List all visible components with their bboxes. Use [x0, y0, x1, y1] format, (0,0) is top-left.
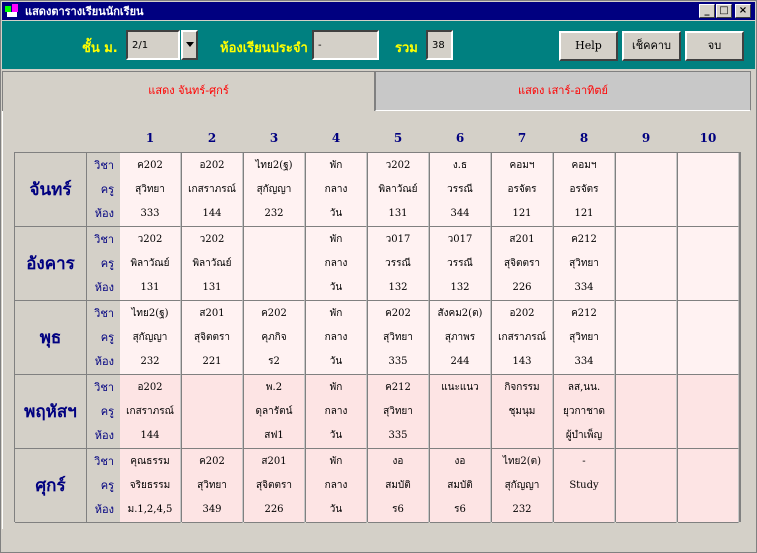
room-text: สฟ1 [264, 430, 284, 441]
room-text: วัน [329, 208, 343, 219]
schedule-cell[interactable] [430, 153, 491, 227]
maximize-button[interactable]: □ [716, 4, 732, 18]
room-text: วัน [329, 430, 343, 441]
subject-text: - [582, 456, 586, 467]
teacher-text: จริยธรรม [129, 480, 171, 491]
teacher-text: สุจิตตรา [194, 332, 230, 343]
row-label: วิชา [94, 455, 114, 468]
room-text: 131 [388, 208, 408, 219]
day-label: ศุกร์ [15, 449, 87, 523]
period-header: 1 [145, 131, 155, 145]
subject-text [678, 450, 738, 474]
room-text: 334 [574, 282, 594, 293]
room-text: ร6 [454, 504, 466, 515]
subject-text: ส201 [199, 308, 225, 319]
room-text: 232 [140, 356, 160, 367]
room-text: 344 [450, 208, 470, 219]
room-text [616, 424, 676, 448]
schedule-cell[interactable] [244, 449, 305, 523]
teacher-text: กลาง [324, 184, 348, 195]
teacher-text: Study [569, 480, 599, 491]
period-header: 4 [331, 131, 341, 145]
teacher-text [678, 474, 738, 498]
row-label: ครู [100, 183, 114, 196]
room-text: 226 [512, 282, 532, 293]
subject-text: งอ [454, 456, 466, 467]
room-text: วัน [329, 504, 343, 515]
room-text: 131 [202, 282, 222, 293]
room-text: 333 [140, 208, 160, 219]
schedule-cell[interactable] [678, 301, 739, 375]
schedule-cell[interactable] [306, 153, 367, 227]
schedule-cell[interactable] [120, 153, 181, 227]
title-bar[interactable] [2, 2, 755, 20]
schedule-cell[interactable] [616, 153, 677, 227]
row-label: ครู [100, 479, 114, 492]
schedule-cell[interactable] [120, 301, 181, 375]
subject-text: อ202 [137, 382, 163, 393]
subject-text: อ202 [509, 308, 535, 319]
row-labels [87, 375, 120, 449]
room-text [616, 498, 676, 522]
room-text: วัน [329, 282, 343, 293]
total-field: 38 [426, 30, 453, 60]
teacher-text: อรจัตร [569, 184, 599, 195]
teacher-text: สุจิตตรา [504, 258, 540, 269]
room-text: 132 [388, 282, 408, 293]
schedule-cell[interactable] [554, 227, 615, 301]
schedule-cell[interactable] [430, 301, 491, 375]
window-title: แสดงตารางเรียนนักเรียน [25, 5, 144, 18]
room-text: ม.1,2,4,5 [127, 504, 173, 515]
teacher-text: สมบัติ [447, 480, 473, 491]
teacher-text: เกสราภรณ์ [498, 332, 546, 343]
tab-weekdays[interactable]: แสดง จันทร์-ศุกร์ [2, 71, 375, 111]
schedule-cell[interactable] [430, 375, 491, 449]
teacher-text: พิลาวัณย์ [130, 258, 170, 269]
subject-text: ไทย2(ฐ) [255, 160, 293, 171]
subject-text: ไทย2(ฐ) [131, 308, 169, 319]
row-label: ห้อง [94, 503, 114, 516]
teacher-text: เกสราภรณ์ [126, 406, 174, 417]
teacher-text: สุวิทยา [383, 406, 413, 417]
teacher-text: สุภาพร [444, 332, 476, 343]
day-label: พุธ [15, 301, 87, 375]
subject-text: ลส,นน. [567, 382, 601, 393]
homeroom-label: ห้องเรียนประจำ [220, 41, 308, 56]
room-text: 335 [388, 356, 408, 367]
subject-text: ค202 [261, 308, 287, 319]
room-text [492, 424, 552, 448]
period-header: 10 [699, 131, 717, 145]
teacher-text [616, 326, 676, 350]
subject-text: ค202 [385, 308, 411, 319]
period-header: 2 [207, 131, 217, 145]
schedule-cell[interactable] [244, 375, 305, 449]
schedule-cell[interactable] [678, 449, 739, 523]
schedule-cell[interactable] [554, 153, 615, 227]
room-text [678, 498, 738, 522]
help-button[interactable]: Help [559, 31, 618, 61]
room-text: วัน [329, 356, 343, 367]
subject-text [616, 450, 676, 474]
teacher-text: สุวิทยา [135, 184, 165, 195]
teacher-text: กลาง [324, 332, 348, 343]
subject-text: ส201 [261, 456, 287, 467]
subject-text [678, 154, 738, 178]
room-text: 244 [450, 356, 470, 367]
teacher-text: สุจิตตรา [256, 480, 292, 491]
subject-text: ว202 [385, 160, 411, 171]
minimize-button[interactable]: _ [699, 4, 715, 18]
schedule-cell[interactable] [368, 227, 429, 301]
period-header: 9 [641, 131, 651, 145]
day-range-tabs [2, 71, 755, 111]
subject-text: งอ [392, 456, 404, 467]
schedule-cell[interactable] [492, 301, 553, 375]
subject-text: คอมฯ [509, 160, 535, 171]
schedule-cell[interactable] [554, 449, 615, 523]
chevron-down-icon[interactable] [181, 30, 198, 60]
subject-text: ว017 [447, 234, 473, 245]
subject-text: อ202 [199, 160, 225, 171]
subject-text: ค212 [571, 308, 597, 319]
schedule-cell[interactable] [244, 153, 305, 227]
teacher-text: สมบัติ [385, 480, 411, 491]
teacher-text [616, 400, 676, 424]
schedule-cell[interactable] [616, 301, 677, 375]
row-label: ครู [100, 331, 114, 344]
row-labels [87, 301, 120, 375]
subject-text [244, 228, 304, 252]
room-text [678, 202, 738, 226]
row-label: วิชา [94, 307, 114, 320]
subject-text [678, 376, 738, 400]
subject-text: ค202 [199, 456, 225, 467]
homeroom-field[interactable]: - [312, 30, 379, 60]
schedule-cell[interactable] [430, 449, 491, 523]
room-text: ผู้บำเพ็ญ [565, 430, 603, 441]
schedule-cell[interactable] [368, 449, 429, 523]
subject-text [616, 228, 676, 252]
period-header: 7 [517, 131, 527, 145]
schedule-cell[interactable] [678, 153, 739, 227]
room-text [616, 202, 676, 226]
subject-text: คุณธรรม [130, 456, 170, 467]
row-label: วิชา [94, 233, 114, 246]
subject-text: ว017 [385, 234, 411, 245]
subject-text: กิจกรรม [504, 382, 540, 393]
subject-text [678, 228, 738, 252]
room-text [678, 350, 738, 374]
schedule-cell[interactable] [182, 227, 243, 301]
tab-weekend[interactable]: แสดง เสาร์-อาทิตย์ [375, 71, 751, 111]
schedule-cell[interactable] [306, 227, 367, 301]
schedule-cell[interactable] [120, 375, 181, 449]
teacher-text: สุวิทยา [569, 258, 599, 269]
room-text: ร6 [392, 504, 404, 515]
schedule-cell[interactable] [368, 301, 429, 375]
teacher-text: วรรณี [447, 258, 473, 269]
row-label: ห้อง [94, 355, 114, 368]
row-label: ห้อง [94, 207, 114, 220]
schedule-cell[interactable] [182, 449, 243, 523]
teacher-text: สุวิทยา [383, 332, 413, 343]
period-header: 6 [455, 131, 465, 145]
room-text [678, 424, 738, 448]
toolbar [2, 21, 755, 69]
teacher-text [616, 252, 676, 276]
row-label: ครู [100, 405, 114, 418]
row-label: วิชา [94, 381, 114, 394]
schedule-cell[interactable] [492, 375, 553, 449]
teacher-text [678, 178, 738, 202]
subject-text: พัก [329, 234, 343, 245]
row-label: วิชา [94, 159, 114, 172]
teacher-text: พิลาวัณย์ [378, 184, 418, 195]
subject-text: แนะแนว [441, 382, 479, 393]
subject-text [182, 376, 242, 400]
schedule-cell[interactable] [430, 227, 491, 301]
schedule-cell[interactable] [306, 375, 367, 449]
teacher-text: อรจัตร [507, 184, 537, 195]
teacher-text [616, 178, 676, 202]
schedule-cell[interactable] [182, 375, 243, 449]
close-window-button[interactable]: × [735, 4, 751, 18]
check-period-button[interactable]: เช็คคาบ [622, 31, 681, 61]
teacher-text [430, 400, 490, 424]
teacher-text: วรรณี [447, 184, 473, 195]
row-labels [87, 227, 120, 301]
room-text: ร2 [268, 356, 280, 367]
room-text [244, 276, 304, 300]
subject-text: พัก [329, 456, 343, 467]
schedule-cell[interactable] [554, 375, 615, 449]
subject-text: ค212 [385, 382, 411, 393]
schedule-cell[interactable] [306, 301, 367, 375]
subject-text: สังคม2(ต) [437, 308, 483, 319]
room-text [616, 276, 676, 300]
level-label: ชั้น ม. [82, 41, 118, 56]
subject-text [616, 154, 676, 178]
schedule-cell[interactable] [244, 227, 305, 301]
subject-text [616, 302, 676, 326]
teacher-text: ยุวกาชาด [562, 406, 606, 417]
row-labels [87, 449, 120, 523]
row-label: ครู [100, 257, 114, 270]
schedule-cell[interactable] [368, 375, 429, 449]
subject-text: ว202 [199, 234, 225, 245]
schedule-cell[interactable] [492, 449, 553, 523]
schedule-cell[interactable] [492, 227, 553, 301]
day-label: พฤหัสฯ [15, 375, 87, 449]
teacher-text: ชุมนุม [508, 406, 536, 417]
row-labels [87, 153, 120, 227]
room-text: 349 [202, 504, 222, 515]
room-text: 226 [264, 504, 284, 515]
room-text [182, 424, 242, 448]
schedule-cell[interactable] [182, 301, 243, 375]
room-text: 144 [140, 430, 160, 441]
schedule-cell[interactable] [306, 449, 367, 523]
subject-text: พัก [329, 160, 343, 171]
teacher-text: สุวิทยา [569, 332, 599, 343]
period-header: 8 [579, 131, 589, 145]
teacher-text: คุภกิจ [261, 332, 287, 343]
subject-text: ค202 [137, 160, 163, 171]
teacher-text: กลาง [324, 258, 348, 269]
day-label: จันทร์ [15, 153, 87, 227]
room-text: 232 [264, 208, 284, 219]
schedule-cell[interactable] [678, 227, 739, 301]
teacher-text: กลาง [324, 406, 348, 417]
room-text [616, 350, 676, 374]
exit-button[interactable]: จบ [685, 31, 744, 61]
subject-text: พัก [329, 308, 343, 319]
subject-text [678, 302, 738, 326]
teacher-text: ดุลารัตน์ [255, 406, 293, 417]
teacher-text [244, 252, 304, 276]
room-text: 335 [388, 430, 408, 441]
schedule-cell[interactable] [182, 153, 243, 227]
subject-text: พัก [329, 382, 343, 393]
teacher-text: เกสราภรณ์ [188, 184, 236, 195]
teacher-text: สุกัญญา [504, 480, 540, 491]
teacher-text [678, 400, 738, 424]
subject-text: พ.2 [265, 382, 283, 393]
subject-text: ไทย2(ต) [502, 456, 542, 467]
room-text [554, 498, 614, 522]
total-label: รวม [395, 41, 418, 56]
teacher-text: วรรณี [385, 258, 411, 269]
room-text: 121 [512, 208, 532, 219]
room-text: 132 [450, 282, 470, 293]
teacher-text: พิลาวัณย์ [192, 258, 232, 269]
row-label: ห้อง [94, 429, 114, 442]
room-text: 334 [574, 356, 594, 367]
subject-text: ส201 [509, 234, 535, 245]
room-text: 121 [574, 208, 594, 219]
schedule-cell[interactable] [120, 227, 181, 301]
room-text: 131 [140, 282, 160, 293]
schedule-cell[interactable] [120, 449, 181, 523]
period-header: 5 [393, 131, 403, 145]
schedule-cell[interactable] [244, 301, 305, 375]
room-text: 143 [512, 356, 532, 367]
schedule-cell[interactable] [492, 153, 553, 227]
subject-text: ง.ธ [452, 160, 468, 171]
schedule-cell[interactable] [554, 301, 615, 375]
schedule-cell[interactable] [616, 449, 677, 523]
subject-text: ว202 [137, 234, 163, 245]
app-icon [5, 4, 21, 18]
room-text [678, 276, 738, 300]
schedule-cell[interactable] [368, 153, 429, 227]
level-select[interactable]: 2/1 [126, 30, 180, 60]
schedule-cell[interactable] [616, 227, 677, 301]
teacher-text: กลาง [324, 480, 348, 491]
teacher-text [182, 400, 242, 424]
row-label: ห้อง [94, 281, 114, 294]
schedule-cell[interactable] [616, 375, 677, 449]
room-text: 232 [512, 504, 532, 515]
schedule-cell[interactable] [678, 375, 739, 449]
teacher-text: สุวิทยา [197, 480, 227, 491]
teacher-text [678, 326, 738, 350]
teacher-text [678, 252, 738, 276]
teacher-text: สุกัญญา [256, 184, 292, 195]
subject-text: ค212 [571, 234, 597, 245]
teacher-text: สุกัญญา [132, 332, 168, 343]
schedule-grid [14, 152, 741, 522]
room-text [430, 424, 490, 448]
period-header: 3 [269, 131, 279, 145]
subject-text: คอมฯ [571, 160, 597, 171]
day-label: อังคาร [15, 227, 87, 301]
room-text: 144 [202, 208, 222, 219]
teacher-text [616, 474, 676, 498]
subject-text [616, 376, 676, 400]
room-text: 221 [202, 356, 222, 367]
